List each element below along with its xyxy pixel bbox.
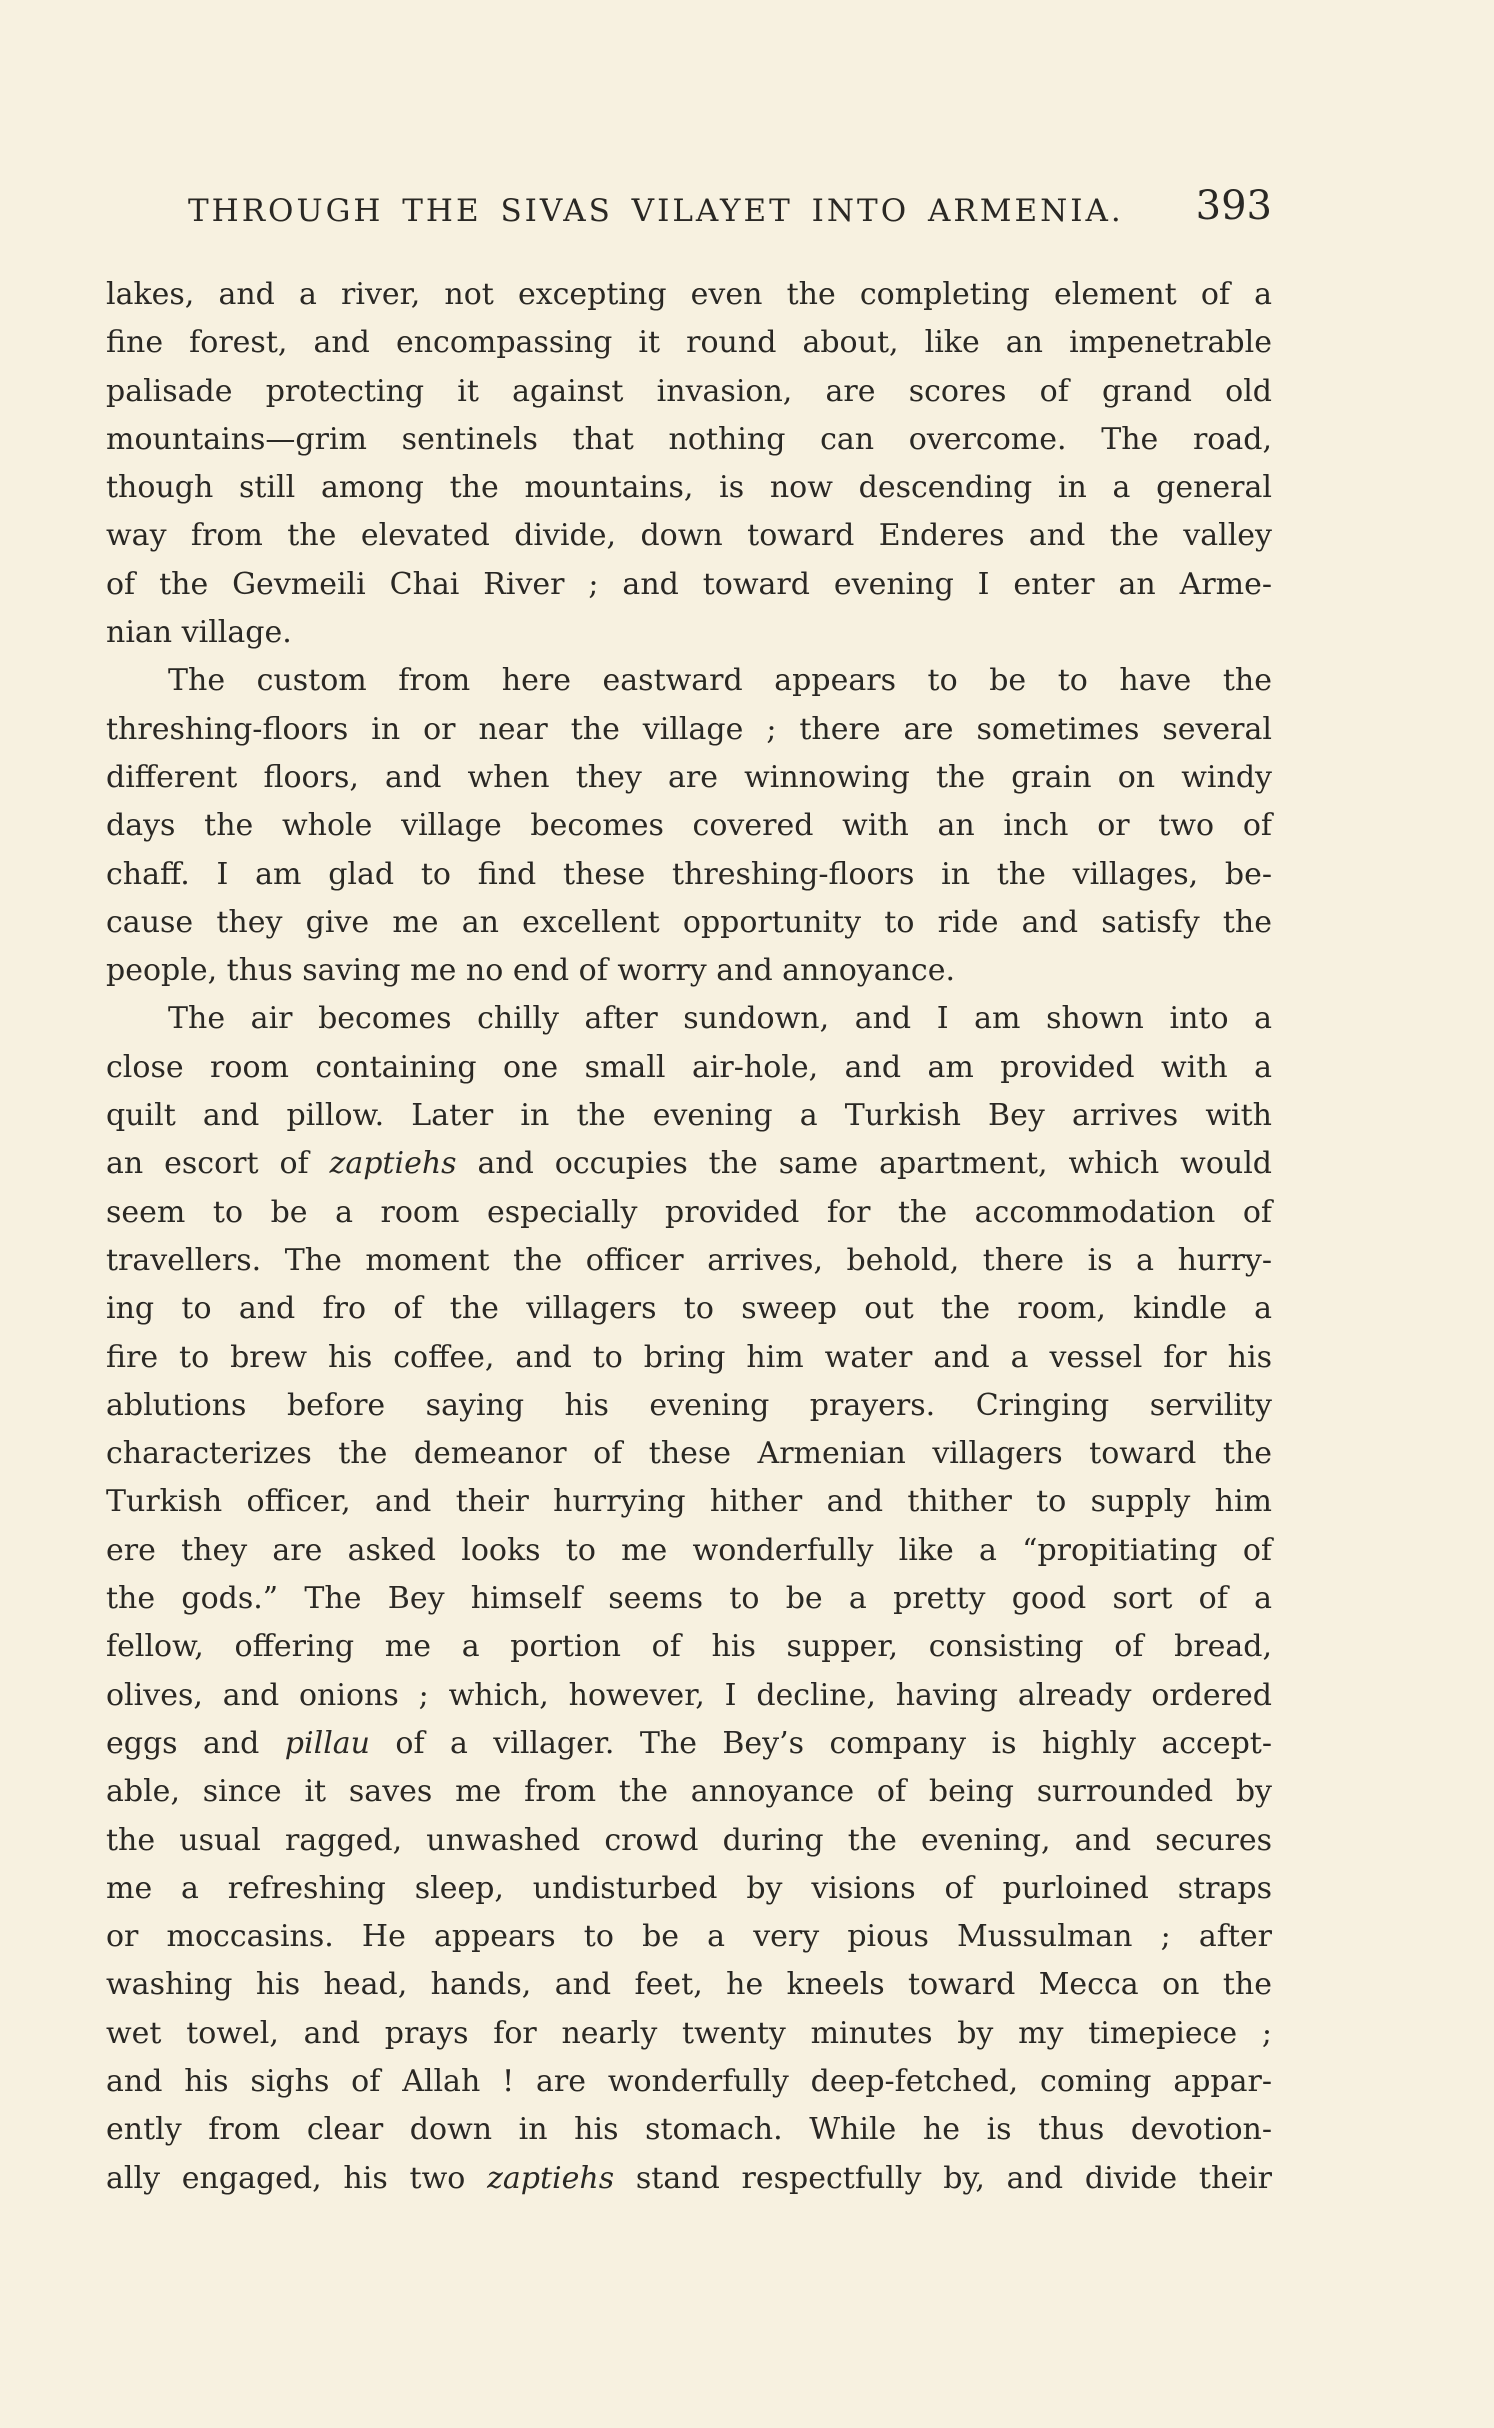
- text-line: [106, 1720, 1272, 1768]
- text-line: olives, and onions ; which, however, I decline, having already ordered: [106, 1677, 1272, 1713]
- text-line: fire to brew his coffee, and to bring him water and a vessel for his: [106, 1339, 1272, 1375]
- body-text: [106, 271, 1272, 2203]
- text-line: chaff. I am glad to find these threshing-floors in the villages, be-: [106, 856, 1272, 892]
- text-line: cause they give me an excellent opportunity to ride and satisfy the: [106, 904, 1272, 940]
- text-line: the usual ragged, unwashed crowd during the evening, and secures: [106, 1822, 1272, 1858]
- text-line: people, thus saving me no end of worry and annoyance.: [106, 953, 956, 989]
- text-line: the gods.” The Bey himself seems to be a pretty good sort of a: [106, 1581, 1272, 1617]
- italic-term: pillau: [284, 1725, 370, 1761]
- text-line: Turkish officer, and their hurrying hither and thither to supply him: [106, 1484, 1272, 1520]
- text-line: washing his head, hands, and feet, he kneels toward Mecca on the: [106, 1967, 1272, 2003]
- text-line: [106, 1140, 1272, 1188]
- text-line: travellers. The moment the officer arrives, behold, there is a hurry-: [106, 1242, 1272, 1278]
- line-text: eggs and: [106, 1725, 285, 1761]
- line-text: stand respectfully by, and divide their: [614, 2160, 1273, 2196]
- text-line: and his sighs of Allah ! are wonderfully deep-fetched, coming appar-: [106, 2063, 1272, 2099]
- text-line: seem to be a room especially provided for the accommodation of: [106, 1194, 1272, 1230]
- text-line: different floors, and when they are winnowing the grain on windy: [106, 759, 1272, 795]
- text-line: ing to and fro of the villagers to sweep out the room, kindle a: [106, 1291, 1272, 1327]
- line-text: of a villager. The Bey’s company is highly accept-: [370, 1725, 1272, 1761]
- text-line: ablutions before saying his evening prayers. Cringing servility: [106, 1387, 1272, 1423]
- line-text: ally engaged, his two: [106, 2160, 488, 2196]
- line-text: an escort of: [106, 1146, 330, 1182]
- running-title: THROUGH THE SIVAS VILAYET INTO ARMENIA.: [188, 193, 1124, 229]
- text-line: lakes, and a river, not excepting even the completing element of a: [106, 277, 1272, 312]
- text-line: nian village.: [106, 615, 292, 651]
- text-line: or moccasins. He appears to be a very pious Mussulman ; after: [106, 1919, 1272, 1955]
- text-line: me a refreshing sleep, undisturbed by visions of purloined straps: [106, 1870, 1272, 1906]
- italic-term: zaptiehs: [329, 1146, 457, 1182]
- text-line: close room containing one small air-hole, and am provided with a: [106, 1049, 1272, 1085]
- page-number: 393: [1195, 183, 1272, 229]
- text-line: way from the elevated divide, down toward Enderes and the valley: [106, 518, 1272, 554]
- text-line: mountains—grim sentinels that nothing can overcome. The road,: [106, 421, 1272, 457]
- text-line: threshing-floors in or near the village ; there are sometimes several: [106, 711, 1272, 747]
- text-line: wet towel, and prays for nearly twenty minutes by my timepiece ;: [106, 2015, 1272, 2051]
- text-line: days the whole village becomes covered with an inch or two of: [106, 808, 1272, 844]
- text-line: able, since it saves me from the annoyance of being surrounded by: [106, 1774, 1272, 1810]
- text-line: characterizes the demeanor of these Armenian villagers toward the: [106, 1436, 1272, 1472]
- text-line: though still among the mountains, is now descending in a general: [106, 470, 1272, 506]
- text-line: fellow, offering me a portion of his supper, consisting of bread,: [106, 1629, 1272, 1665]
- text-line: ere they are asked looks to me wonderfully like a “propitiating of: [106, 1532, 1272, 1568]
- line-text: and occupies the same apartment, which would: [456, 1146, 1272, 1182]
- text-line: ently from clear down in his stomach. While he is thus devotion-: [106, 2112, 1272, 2148]
- running-head: [188, 183, 1272, 235]
- text-line: fine forest, and encompassing it round about, like an impenetrable: [106, 325, 1272, 361]
- italic-term: zaptiehs: [487, 2160, 615, 2196]
- text-line: [106, 2155, 1272, 2203]
- text-line: quilt and pillow. Later in the evening a Turkish Bey arrives with: [106, 1098, 1272, 1134]
- text-line: palisade protecting it against invasion, are scores of grand old: [106, 373, 1272, 409]
- text-line: of the Gevmeili Chai River ; and toward evening I enter an Arme-: [106, 566, 1272, 602]
- text-line: The custom from here eastward appears to be to have the: [168, 663, 1272, 699]
- text-line: The air becomes chilly after sundown, and I am shown into a: [168, 1001, 1272, 1037]
